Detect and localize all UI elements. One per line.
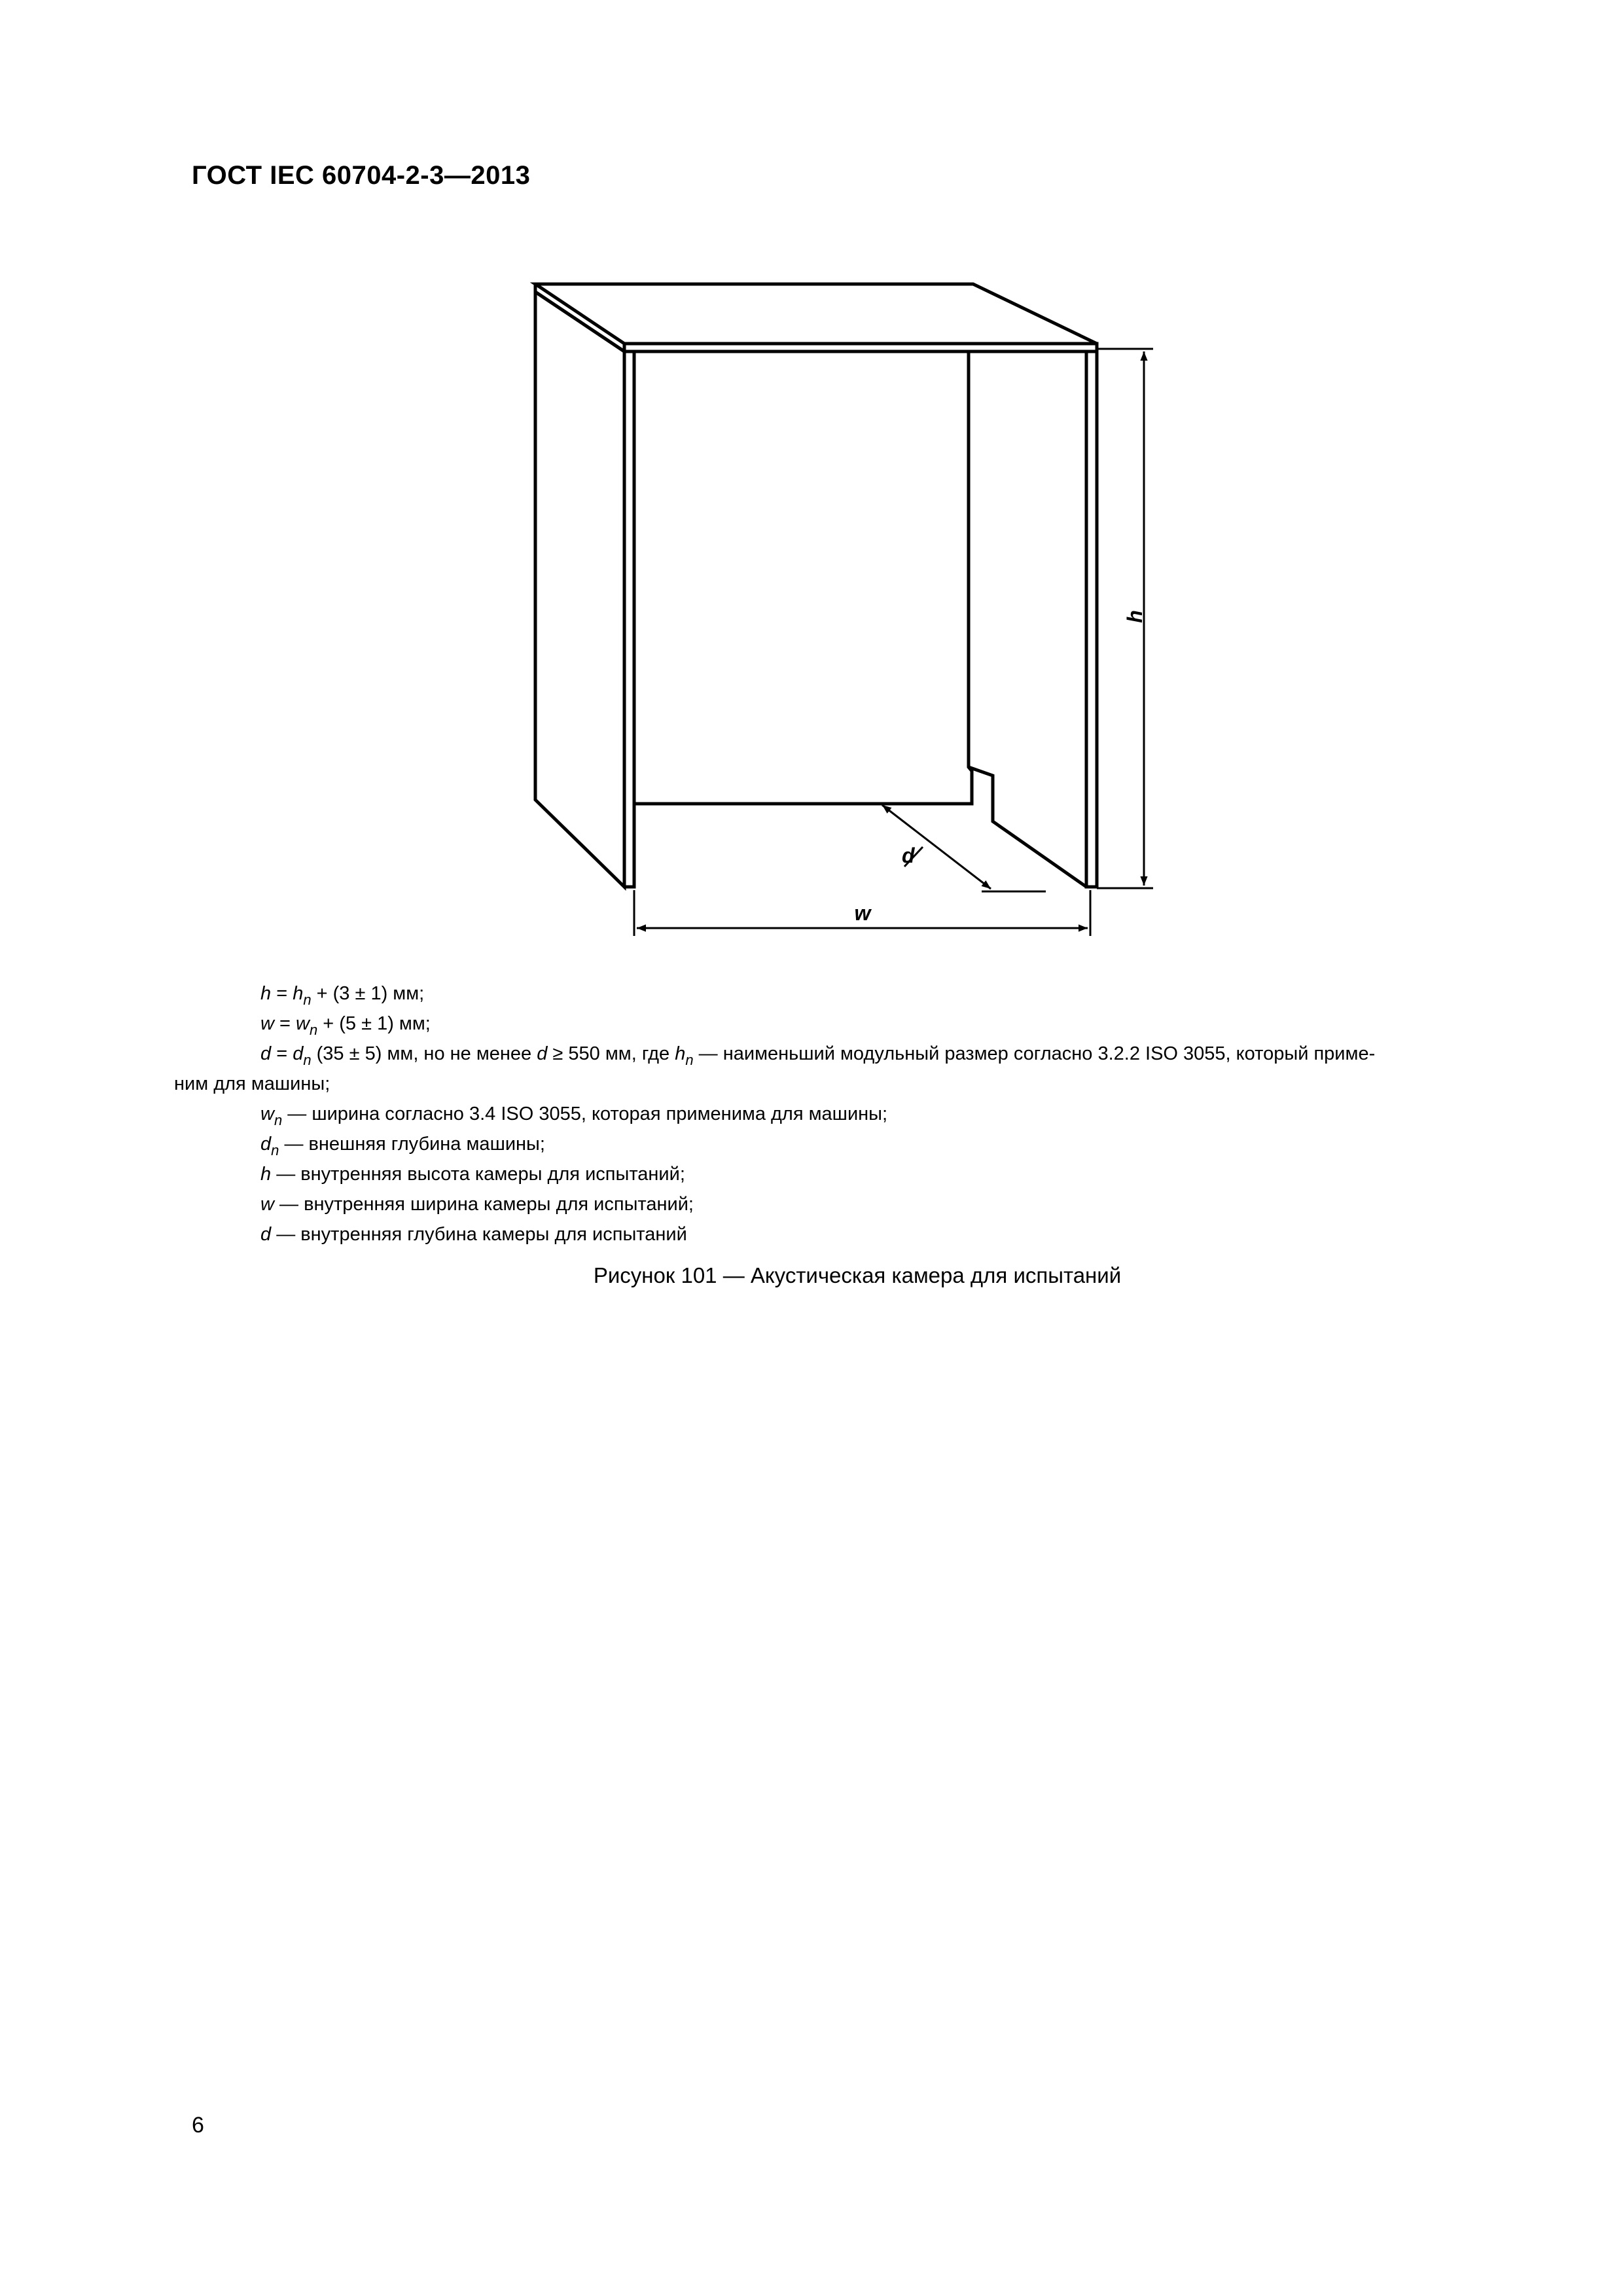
figure-caption: Рисунок 101 — Акустическая камера для испытаний	[593, 1263, 1122, 1287]
page-number: 6	[192, 2113, 204, 2138]
legend-line-d-formula: $d = d_n$ (35 ± 5) мм, но не менее d ≥ 550 мм, где $h_n$ — наименьший модульный размер согласно 3.2.2 ISO 3055, который приме-	[260, 1043, 1376, 1068]
top-panel-edge	[624, 344, 1097, 351]
legend-line-w-formula: $w = w_n + (5 \pm 1)$ мм;	[260, 1013, 431, 1038]
legend-line-h: h — внутренняя высота камеры для испытаний;	[260, 1164, 685, 1185]
legend-line-dn: $d_n$ — внешняя глубина машины;	[260, 1134, 545, 1158]
legend-line-d: d — внутренняя глубина камеры для испытаний	[260, 1224, 687, 1245]
right-front-edge	[1086, 351, 1097, 887]
document-header: ГОСТ IEC 60704-2-3—2013	[192, 161, 531, 190]
legend-line-h-formula: $h = h_n + (3 \pm 1)$ мм;	[260, 983, 425, 1008]
test-chamber-drawing	[0, 0, 1623, 969]
w-label: w	[854, 901, 871, 925]
d-dimension-line	[882, 805, 991, 889]
legend-line-wn: $w_n$ — ширина согласно 3.4 ISO 3055, которая применима для машины;	[260, 1103, 888, 1128]
top-panel	[535, 284, 1097, 344]
d-label: d	[902, 844, 915, 867]
back-wall-step	[969, 767, 1086, 887]
legend-line-w: w — внутренняя ширина камеры для испытаний;	[260, 1194, 694, 1215]
legend-line-d-formula-cont: ним для машины;	[174, 1073, 330, 1094]
test-chamber-figure	[0, 0, 1623, 972]
back-wall	[634, 351, 972, 804]
figure-legend	[174, 978, 1516, 1249]
left-side-panel	[535, 292, 624, 887]
h-label: h	[1123, 610, 1147, 623]
